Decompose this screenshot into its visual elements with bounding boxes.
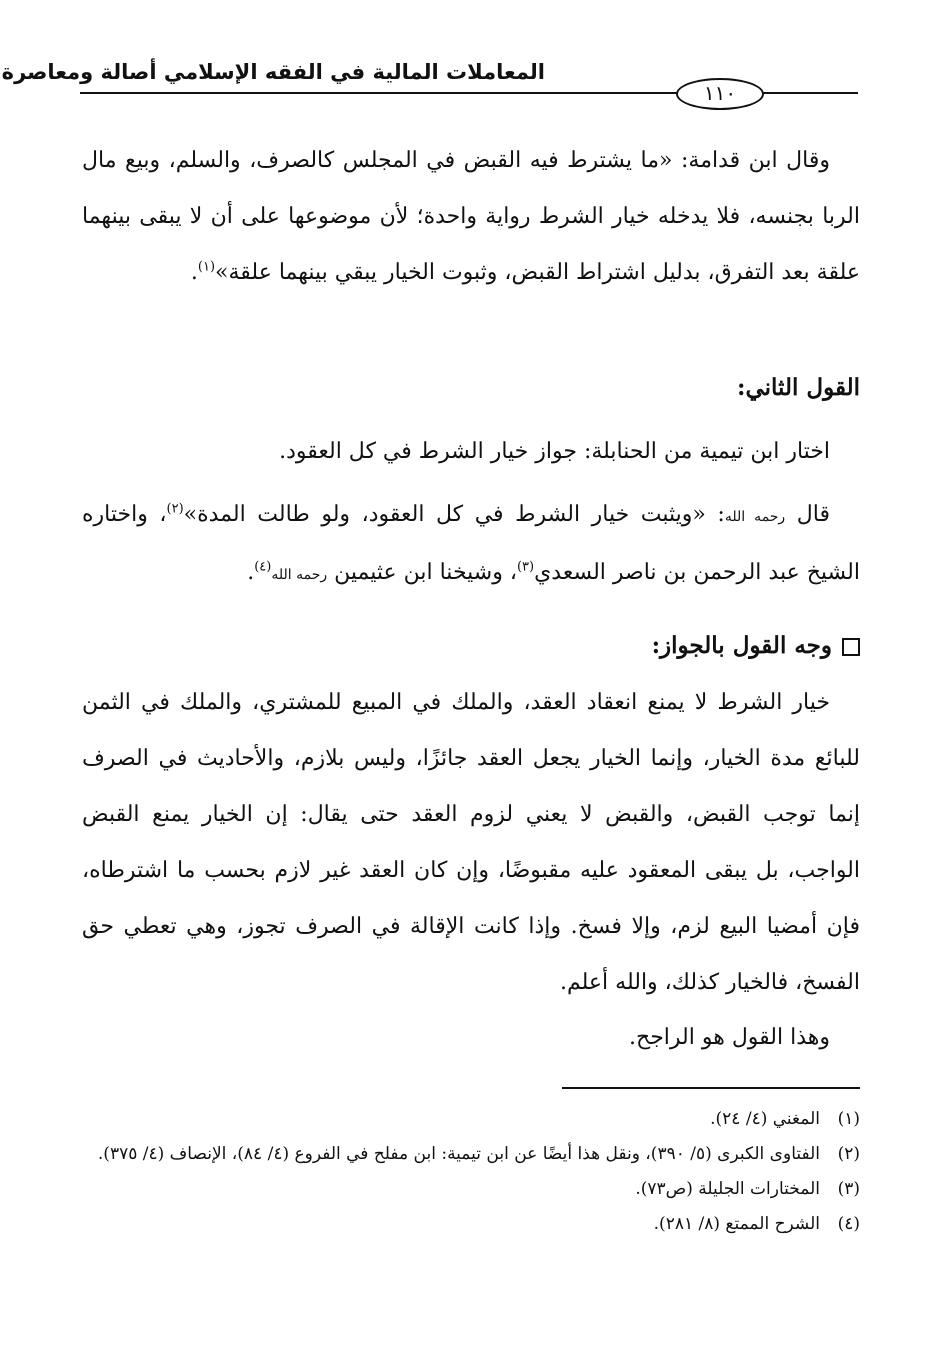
footnote-text: الفتاوى الكبرى (٥/ ٣٩٠)، ونقل هذا أيضًا عن ابن تيمية: ابن مفلح في الفروع (٤/ ٨٤)، الإنصاف (٤/ ٣٧٥). [97, 1144, 820, 1164]
checkbox-square-icon [842, 638, 860, 656]
footnote-text: الشرح الممتع (٨/ ٢٨١). [653, 1214, 820, 1234]
footnote-2 [82, 1137, 860, 1172]
page-number: ١١٠ [676, 78, 764, 110]
footnotes [82, 1102, 860, 1242]
footnote-number: (٣) [837, 1179, 860, 1199]
aspect-heading-text: وجه القول بالجواز: [651, 632, 832, 659]
conclusion-paragraph: وهذا القول هو الراجح. [629, 1025, 830, 1050]
header-rule-right [762, 92, 858, 94]
footnote-ref-1: (١) [197, 259, 216, 275]
ibn-taymiyya-quote-paragraph [82, 487, 860, 603]
quote-end: . [247, 560, 255, 585]
footnote-number: (٤) [837, 1214, 860, 1234]
second-opinion-paragraph: اختار ابن تيمية من الحنابلة: جواز خيار الشرط في كل العقود. [279, 439, 830, 464]
honorific: رحمه الله [724, 509, 786, 525]
footnote-ref-2: (٢) [166, 501, 184, 517]
quote-intro: قال [796, 502, 830, 527]
running-title: المعاملات المالية في الفقه الإسلامي أصالة ومعاصرة [1, 60, 545, 84]
footnote-ref-3: (٣) [516, 559, 535, 575]
footnote-ref-4: (٤) [254, 559, 272, 575]
paragraph-ibn-qudama-text: وقال ابن قدامة: «ما يشترط فيه القبض في المجلس كالصرف، والسلم، وبيع مال الربا بجنسه، فلا يدخله خيار الشرط رواية واحدة؛ لأن موضوعها على أن لا يبقى بينهما علقة بعد التفرق، بدليل اشتراط القبض، وثبوت الخيار يبقي بينهما علقة» [82, 148, 860, 285]
honorific-2: رحمه الله [271, 567, 328, 583]
footnote-number: (١) [837, 1109, 860, 1129]
footnote-3 [82, 1172, 860, 1207]
aspect-paragraph: خيار الشرط لا يمنع انعقاد العقد، والملك في المبيع للمشتري، والملك في الثمن للبائع مدة الخيار، وإنما الخيار يجعل العقد جائزًا، وليس بلازم، والأحاديث في الصرف إنما توجب القبض، والقبض لا يعني لزوم العقد حتى يقال: إن الخيار يمنع القبض الواجب، بل يبقى المعقود عليه مقبوضًا، وإن كان العقد غير لازم بحسب ما اشترطاه، فإن أمضيا البيع لزم، وإلا فسخ. وإذا كانت الإقالة في الصرف تجوز، وهي تعطي حق الفسخ، فالخيار كذلك، والله أعلم. [82, 690, 860, 995]
second-opinion-heading: القول الثاني: [736, 374, 860, 401]
paragraph-ibn-qudama [82, 133, 860, 301]
footnote-separator [562, 1087, 860, 1089]
quote-text: : «ويثبت خيار الشرط في كل العقود، ولو طالت المدة» [183, 502, 725, 527]
aspect-heading [82, 618, 860, 674]
footnote-text: المختارات الجليلة (ص٧٣). [635, 1179, 820, 1199]
footnote-text: المغني (٤/ ٢٤). [710, 1109, 820, 1129]
footnote-4 [82, 1207, 860, 1242]
footnote-number: (٢) [837, 1144, 860, 1164]
quote-continuation: ، واختاره الشيخ عبد الرحمن بن ناصر السعدي [82, 502, 860, 585]
footnote-1 [82, 1102, 860, 1137]
paragraph-end: . [190, 260, 198, 285]
quote-continuation-2: ، وشيخنا ابن عثيمين [334, 560, 517, 585]
header-rule-left [80, 92, 678, 94]
